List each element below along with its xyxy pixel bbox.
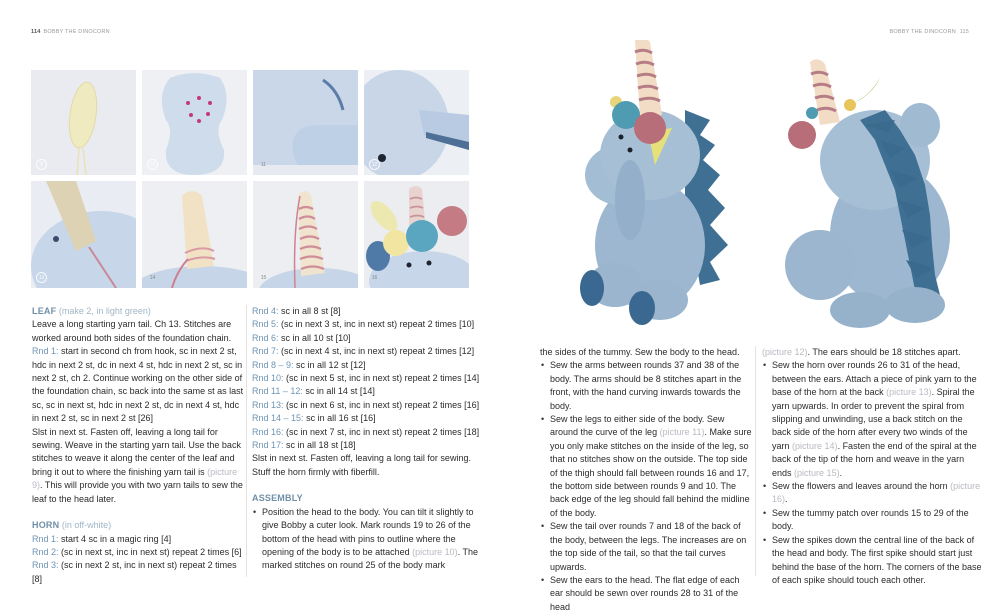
right-running-head	[890, 29, 969, 35]
photo-number: 11	[260, 161, 267, 168]
photo-11-leg	[253, 70, 358, 175]
photo-number: 15	[260, 274, 267, 281]
ears-continuation: (picture 12). The ears should be 18 stitches apart.	[762, 347, 961, 357]
assembly-continuation: the sides of the tummy. Sew the body to the head.	[540, 347, 740, 357]
photo-number: 16	[371, 274, 378, 281]
horn-rnd-13: Rnd 13: (sc in next 6 st, inc in next st) repeat 2 times [16]	[252, 399, 480, 410]
picture-ref: (picture 9)	[32, 466, 238, 491]
leaf-heading: LEAF (make 2, in light green)	[32, 306, 151, 316]
horn-rnd-10: Rnd 10: (sc in next 5 st, inc in next st) repeat 2 times [14]	[252, 373, 480, 384]
assembly-list	[252, 506, 488, 573]
photo-13-horn-base	[31, 181, 136, 288]
right-column-1	[540, 346, 752, 614]
photo-12-ear	[364, 70, 469, 175]
photo-number: 9	[36, 159, 47, 170]
photo-16-flowers	[364, 181, 469, 288]
photo-number: 13	[36, 272, 47, 283]
photo-number: 10	[147, 159, 158, 170]
assembly-item-horn: • Sew the horn over rounds 26 to 31 of the head, between the ears. Attach a piece of pink yarn to the base of the horn at the back (picture 13). Spiral the yarn upwards. In order to prevent the spiral from slipping and unwinding, use a back stitch on the back side of the horn after every two winds of the yarn (picture 14). Fasten the end of the spiral at the back of the tip of the horn and weave in the yarn ends (picture 15).	[772, 359, 982, 480]
horn-rnd-5: Rnd 5: (sc in next 3 st, inc in next st) repeat 2 times [10]	[252, 319, 475, 330]
horn-rnd-16: Rnd 16: (sc in next 7 st, inc in next st) repeat 2 times [18]	[252, 426, 480, 437]
leaf-intro: Leave a long starting yarn tail. Ch 13. Stitches are worked around both sides of the foundation chain.	[32, 319, 232, 343]
left-running-head	[31, 29, 110, 35]
horn-rnd-2: Rnd 2: (sc in next st, inc in next st) repeat 2 times [6]	[32, 546, 242, 557]
assembly-item-arms: • Sew the arms between rounds 37 and 38 of the body. The arms should be 8 stitches apart in the front, with the hand curving inwards towards the body.	[550, 359, 752, 413]
assembly-item-flowers: • Sew the flowers and leaves around the horn (picture 16).	[772, 480, 982, 507]
left-page	[0, 0, 500, 605]
assembly-item-tail: • Sew the tail over rounds 7 and 18 of the back of the body, between the legs. The increases are on the top side of the tail, so that the tail curves upwards.	[550, 520, 752, 574]
left-running-head-title: BOBBY THE DINOCORN	[43, 29, 110, 35]
horn-rnd-6: Rnd 6: sc in all 10 st [10]	[252, 332, 351, 343]
horn-finish: Slst in next st. Fasten off, leaving a long tail for sewing. Stuff the horn firmly with fiberfill.	[252, 453, 471, 477]
assembly-item-legs: • Sew the legs to either side of the body. Sew around the curve of the leg (picture 11). Make sure you only make stitches on the inside of the leg, so that no stitches show on the outside. The top side of the thigh should fall between rounds 16 and 17, the bottom side between rounds 9 and 10. The back edge of the leg should fall behind the midline of the body.	[550, 413, 752, 520]
photo-number: 14	[149, 274, 156, 281]
leaf-rnd-1: Rnd 1: start in second ch from hook, sc in next 2 st, hdc in next 2 st, dc in next 4 st, hdc in next 2 st, sc in next 2 st, ch 2. Continue working on the other side of the foundation chain, sc back into the same st as last sc, sc in next st, hdc in next 2 st, dc in next 4 st, hdc in next 2 st, sc in next 2 st [26]	[32, 346, 244, 424]
horn-rnd-17: Rnd 17: sc in all 18 st [18]	[252, 440, 356, 451]
picture-ref: (picture 10)	[412, 546, 458, 557]
assembly-heading: ASSEMBLY	[252, 493, 303, 504]
horn-rnd-11-12: Rnd 11 – 12: sc in all 14 st [14]	[252, 386, 375, 397]
picture-ref: (picture 15)	[794, 467, 840, 478]
photo-14-spiral-start	[142, 181, 247, 288]
photo-number: 12	[369, 159, 380, 170]
assembly-item-spikes: • Sew the spikes down the central line of the back of the head and body. The first spike should start just behind the base of the horn. The corners of the base of each spike should touch each other.	[772, 534, 982, 588]
picture-ref: (picture 16)	[772, 481, 981, 505]
horn-heading: HORN (in off-white)	[32, 520, 112, 531]
assembly-list-continued	[540, 359, 752, 614]
step-photo-grid	[31, 70, 488, 288]
picture-ref: (picture 14)	[792, 440, 838, 451]
column-divider	[246, 305, 247, 577]
right-running-head-title: BOBBY THE DINOCORN	[889, 29, 956, 35]
column-divider	[755, 346, 756, 576]
assembly-item-head: • Position the head to the body. You can tilt it slightly to give Bobby a cuter look. Mark rounds 19 to 26 of the bottom of the head with pins to outline where the opening of the body is to be attached (picture 10). The marked stitches on round 25 of the body mark	[262, 506, 488, 573]
assembly-list-continued-2	[762, 359, 982, 587]
left-page-number: 114	[31, 29, 41, 35]
horn-rnd-3: Rnd 3: (sc in next 2 st, inc in next st) repeat 2 times [8]	[32, 560, 237, 584]
leaf-finish: Slst in next st. Fasten off, leaving a long tail for sewing. Weave in the starting yarn tail. Use the back stitches to weave it along the center of the leaf and bring it out to where the finishing yarn tail is (picture 9). This will provide you with two yarn tails to sew the leaf to the head later.	[32, 426, 243, 504]
photo-15-finished-spiral	[253, 181, 358, 288]
picture-ref: (picture 12)	[762, 347, 808, 357]
right-column-2	[762, 346, 982, 587]
right-page-number: 115	[959, 29, 969, 35]
horn-rnd-4: Rnd 4: sc in all 8 st [8]	[252, 306, 341, 316]
left-column-1	[32, 305, 244, 586]
hero-photo-dinocorn	[520, 40, 990, 340]
left-column-2	[252, 305, 488, 573]
picture-ref: (picture 11)	[659, 427, 705, 438]
horn-rnd-1: Rnd 1: start 4 sc in a magic ring [4]	[32, 533, 172, 544]
photo-10-body	[142, 70, 247, 175]
picture-ref: (picture 13)	[886, 387, 932, 398]
horn-rnd-7: Rnd 7: (sc in next 4 st, inc in next st) repeat 2 times [12]	[252, 346, 475, 357]
assembly-item-ears: • Sew the ears to the head. The flat edge of each ear should be sewn over rounds 28 to 31 of the head	[550, 574, 752, 614]
photo-9-leaf	[31, 70, 136, 175]
horn-rnd-14-15: Rnd 14 – 15: sc in all 16 st [16]	[252, 413, 376, 424]
assembly-item-tummy: • Sew the tummy patch over rounds 15 to 29 of the body.	[772, 507, 982, 534]
horn-rnd-8-9: Rnd 8 – 9: sc in all 12 st [12]	[252, 359, 366, 370]
